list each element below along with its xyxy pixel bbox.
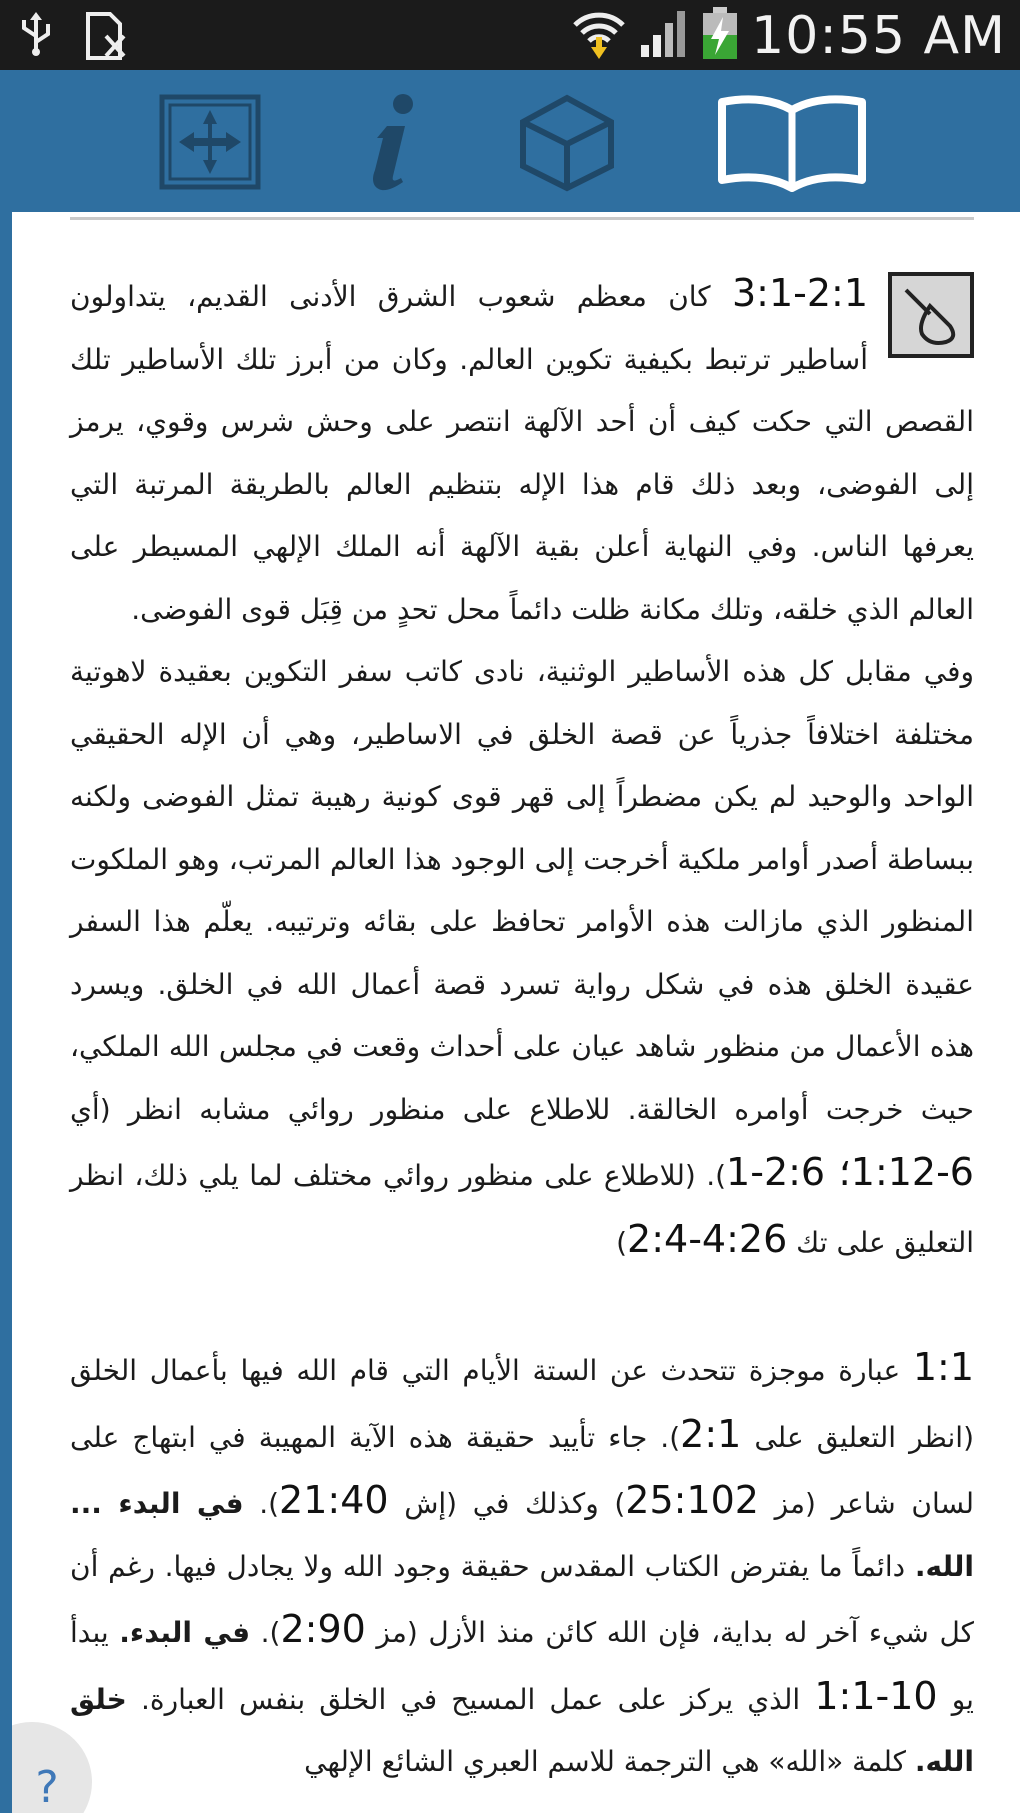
verse-reference: 3:1-2:1 <box>731 271 868 315</box>
paragraph-text: كلمة «الله» هي الترجمة للاسم العبري الشائع الإلهي <box>304 1745 906 1778</box>
paragraph-text: ) <box>616 1225 628 1259</box>
paragraph-3 <box>70 1336 974 1794</box>
bold-phrase: في البدء. <box>119 1616 251 1649</box>
paragraph-text: ) وكذلك في (إش <box>404 1487 626 1520</box>
paragraph-1 <box>70 262 974 641</box>
wifi-icon <box>571 7 627 65</box>
paragraph-text: وفي مقابل كل هذه الأساطير الوثنية، نادى كاتب سفر التكوين بعقيدة لاهوتية مختلفة اختلافاً جذرياً عن قصة الخلق في الاساطير، وهي أن الإله الحقيقي الواحد والوحيد لم يكن مضطراً إلى قهر قوى كونية رهيبة تمثل الفوضى ولكنه ببساطة أصدر أوامر ملكية أخرجت إلى الوجود هذا العالم المرتب، وهو الملكوت المنظور الذي مازالت هذه الأوامر تحافظ على بقائه وترتيبه. يعلّم هذا السفر عقيدة الخلق هذه في شكل رواية تسرد قصة أعمال الله في الخلق. ويسرد هذه الأعمال من منظور شاهد عيان على أحداث وقعت في مجلس الله الملكي، حيث خرجت أوامره الخالقة. للاطلاع على منظور روائي مشابه انظر (أي <box>70 655 974 1126</box>
paragraph-text: عبارة موجزة تتحدث عن الستة الأيام التي قام الله فيها بأعمال الخلق (انظر التعليق على <box>70 1354 974 1454</box>
paragraph-text: ). (للاطلاع على منظور روائي مختلف لما يلي ذلك، انظر التعليق على تك <box>70 1159 974 1259</box>
bold-phrase: خلق الله. <box>70 1682 974 1778</box>
map-icon[interactable] <box>158 92 262 192</box>
signal-icon <box>639 9 689 63</box>
question-mark-icon: ? <box>35 1761 59 1813</box>
shovel-icon[interactable] <box>888 272 974 358</box>
verse-reference: 2:1 <box>680 1411 742 1456</box>
verse-reference: 1:1 <box>912 1345 974 1389</box>
paragraph-text: دائماً ما يفترض الكتاب المقدس حقيقة وجود الله ولا يجادل فيها. رغم أن كل شيء آخر له بداية، فإن الله كائن منذ الأزل (مز <box>70 1549 974 1649</box>
verse-reference: 1:1-10 <box>814 1673 938 1718</box>
commentary-text <box>70 262 974 1794</box>
verse-reference: 2:4-4:26 <box>627 1216 788 1261</box>
open-book-icon[interactable] <box>712 92 872 192</box>
status-bar <box>0 0 1020 70</box>
verse-reference: 2:90 <box>280 1607 366 1651</box>
verse-reference: 1:12-6؛ 2:6-1 <box>726 1150 974 1194</box>
info-icon[interactable] <box>352 92 432 192</box>
battery-charging-icon <box>701 7 739 65</box>
paragraph-text: الذي يركز على عمل المسيح في الخلق بنفس العبارة. <box>141 1682 801 1716</box>
paragraph-text: ). <box>259 1487 280 1520</box>
divider <box>70 217 974 220</box>
paragraph-text: يبدأ يو <box>70 1616 974 1716</box>
no-sim-icon <box>84 12 128 64</box>
paragraph-spacer <box>70 1274 974 1336</box>
clock: 10:55 AM <box>751 6 1006 66</box>
verse-reference: 25:102 <box>625 1478 759 1522</box>
toolbar <box>0 70 1020 212</box>
paragraph-text: ). <box>260 1616 281 1649</box>
bold-phrase: في البدء ... الله. <box>70 1487 974 1583</box>
cube-icon[interactable] <box>515 92 619 192</box>
paragraph-2 <box>70 641 974 1274</box>
paragraph-text: ). جاء تأييد حقيقة هذه الآية المهيبة في ابتهاج على لسان شاعر (مز <box>70 1420 974 1520</box>
usb-icon <box>18 12 54 64</box>
verse-reference: 21:40 <box>279 1478 389 1522</box>
paragraph-text: كان معظم شعوب الشرق الأدنى القديم، يتداولون أساطير ترتبط بكيفية تكوين العالم. وكان من أبرز تلك الأساطير تلك القصص التي حكت كيف أن أحد الآلهة انتصر على وحش شرس وقوي، يرمز إلى الفوضى، وبعد ذلك قام هذا الإله بتنظيم العالم بالطريقة المرتبة التي يعرفها الناس. وفي النهاية أعلن بقية الآلهة أنه الملك الإلهي المسيطر على العالم الذي خلقه، وتلك مكانة ظلت دائماً محل تحدٍ من قِبَل قوى الفوضى. <box>70 280 974 626</box>
content-panel <box>12 212 1020 1813</box>
